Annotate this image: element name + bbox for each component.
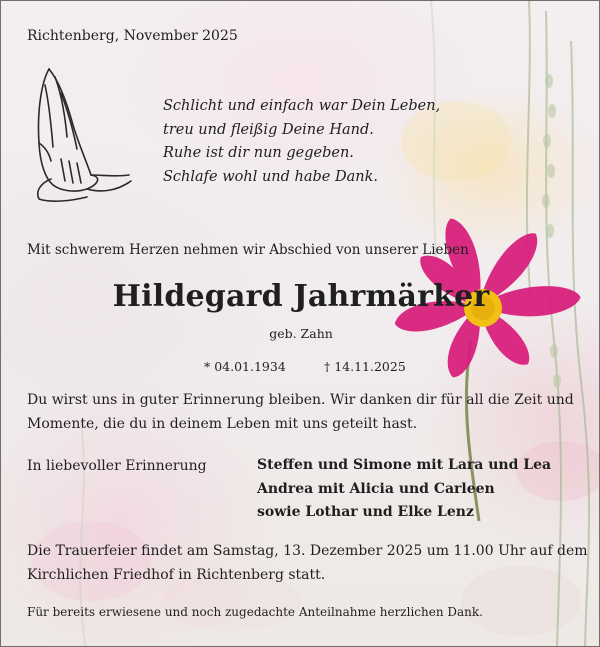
- mourning-label: In liebevoller Erinnerung: [27, 458, 207, 474]
- thanks-text: Für bereits erwiesene und noch zugedachte Anteilnahme herzlichen Dank.: [27, 605, 483, 619]
- poem-line: Schlicht und einfach war Dein Leben,: [163, 98, 441, 114]
- birth-name: geb. Zahn: [269, 326, 333, 341]
- memory-text: [27, 389, 574, 436]
- family-line: Andrea mit Alicia und Carleen: [257, 480, 495, 497]
- family-line: Steffen und Simone mit Lara und Lea: [257, 457, 552, 473]
- funeral-line: Kirchlichen Friedhof in Richtenberg statt.: [27, 566, 326, 583]
- funeral-info: [27, 540, 588, 587]
- poem: [163, 95, 440, 189]
- place-date: Richtenberg, November 2025: [27, 28, 238, 44]
- poem-line: Ruhe ist dir nun gegeben.: [163, 145, 354, 161]
- poem-line: treu und fleißig Deine Hand.: [163, 121, 374, 138]
- praying-hands-icon: [31, 63, 137, 205]
- family-line: sowie Lothar und Elke Lenz: [257, 504, 474, 520]
- birth-date: * 04.01.1934: [204, 359, 286, 374]
- memory-line: Du wirst uns in guter Erinnerung bleiben. Wir danken dir für all die Zeit und: [27, 392, 574, 408]
- poem-line: Schlafe wohl und habe Dank.: [163, 168, 378, 185]
- intro-text: Mit schwerem Herzen nehmen wir Abschied von unserer Lieben: [27, 242, 469, 258]
- death-date: † 14.11.2025: [324, 359, 406, 374]
- memory-line: Momente, die du in deinem Leben mit uns geteilt hast.: [27, 415, 418, 432]
- funeral-line: Die Trauerfeier findet am Samstag, 13. Dezember 2025 um 11.00 Uhr auf dem: [27, 543, 588, 559]
- deceased-name: Hildegard Jahrmärker: [112, 279, 490, 314]
- family-list: [257, 454, 551, 525]
